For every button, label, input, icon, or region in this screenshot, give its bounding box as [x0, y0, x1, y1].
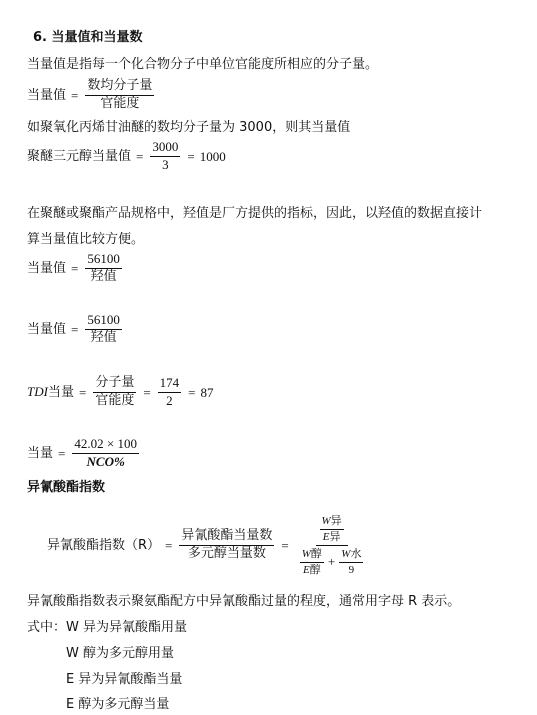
denominator: 多元醇当量数 — [187, 546, 266, 562]
equals-sign: = — [187, 148, 195, 164]
numerator: 42.02 × 100 — [72, 437, 139, 454]
denominator: 羟值 — [90, 329, 117, 345]
formula-lhs: 当量值 — [27, 260, 67, 276]
description-text: 异氰酸酯指数表示聚氨酯配方中异氰酸酯过量的程度，通常用字母 R 表示。 — [27, 594, 461, 609]
compound-fraction — [296, 515, 368, 577]
equals-sign: = — [71, 321, 79, 337]
numerator: 56100 — [85, 313, 122, 330]
formula-tdi-equivalent — [27, 376, 214, 409]
denominator: 官能度 — [100, 95, 140, 111]
paragraph-line: 在聚醚或聚酯产品规格中，羟值是厂方提供的指标，因此，以羟值的数据直接计 — [27, 206, 483, 221]
lhs-text: 当量 — [47, 385, 74, 401]
formula-polyether-equivalent — [27, 140, 226, 173]
section-heading: 6. 当量值和当量数 — [33, 30, 143, 45]
formula-lhs: 当量值 — [27, 87, 67, 103]
section-heading: 异氰酸酯指数 — [27, 480, 106, 495]
numerator: W醇 — [300, 548, 324, 563]
numerator: 56100 — [85, 252, 122, 269]
numerator: 数均分子量 — [85, 79, 154, 96]
equals-sign: = — [281, 537, 289, 553]
numerator: W异 — [320, 515, 344, 530]
formula-lhs — [27, 384, 74, 401]
example-text: 如聚氧化丙烯甘油醚的数均分子量为 3000，则其当量值 — [27, 120, 351, 135]
fraction — [158, 376, 182, 409]
equals-sign: = — [71, 260, 79, 276]
fraction — [93, 376, 136, 409]
numerator: 异氰酸酯当量数 — [179, 529, 274, 546]
definition-item: E 异为异氰酸酯当量 — [66, 672, 183, 687]
result: 1000 — [199, 148, 226, 164]
equals-sign: = — [188, 384, 196, 400]
equals-sign: = — [71, 87, 79, 103]
fraction — [300, 548, 324, 576]
denominator: 2 — [166, 392, 173, 408]
denominator: NCO% — [86, 453, 125, 469]
paragraph-line: 算当量值比较方便。 — [27, 232, 145, 247]
definition-item: W 醇为多元醇用量 — [66, 646, 174, 661]
definition-line — [27, 620, 187, 636]
equals-sign: = — [143, 384, 151, 400]
formula-nco-equivalent — [27, 437, 141, 470]
denominator: 羟值 — [90, 268, 117, 284]
fraction — [179, 529, 274, 562]
denominator: 3 — [162, 156, 169, 172]
formula-lhs: 当量值 — [27, 321, 67, 337]
numerator: 分子量 — [93, 376, 136, 393]
formula-lhs: 聚醚三元醇当量值 — [27, 148, 132, 164]
formula-hydroxyl-equivalent — [27, 252, 124, 285]
denominator: E异 — [322, 529, 341, 543]
plus-sign: + — [327, 553, 336, 569]
formula-lhs: 当量 — [27, 445, 54, 461]
numerator: 174 — [158, 376, 182, 393]
numerator: 3000 — [150, 140, 180, 157]
fraction — [85, 252, 122, 285]
denominator: 9 — [348, 563, 355, 576]
equals-sign: = — [78, 384, 87, 400]
fraction — [85, 79, 154, 112]
formula-isocyanate-index — [47, 515, 369, 577]
fraction — [72, 437, 139, 470]
intro-text: 当量值是指每一个化合物分子中单位官能度所相应的分子量。 — [27, 57, 379, 72]
formula-lhs: 异氰酸酯指数（R） — [47, 537, 161, 553]
compound-numerator — [316, 515, 348, 546]
result: 87 — [200, 384, 214, 400]
equals-sign: = — [165, 537, 173, 553]
fraction — [150, 140, 180, 173]
formula-hydroxyl-equivalent — [27, 313, 124, 346]
denominator: E醇 — [302, 562, 321, 576]
formula-equivalent-value — [27, 79, 156, 112]
numerator: W水 — [339, 548, 363, 563]
fraction — [320, 515, 344, 543]
denominator: 官能度 — [95, 392, 135, 408]
compound-denominator — [296, 546, 368, 576]
fraction — [85, 313, 122, 346]
definition-item: E 醇为多元醇当量 — [66, 697, 170, 712]
where-label: 式中： — [27, 620, 67, 635]
equals-sign: = — [58, 445, 66, 461]
fraction — [339, 548, 363, 576]
equals-sign: = — [136, 148, 144, 164]
tdi-label: TDI — [27, 384, 48, 400]
definition-item: W 异为异氰酸酯用量 — [66, 620, 188, 635]
